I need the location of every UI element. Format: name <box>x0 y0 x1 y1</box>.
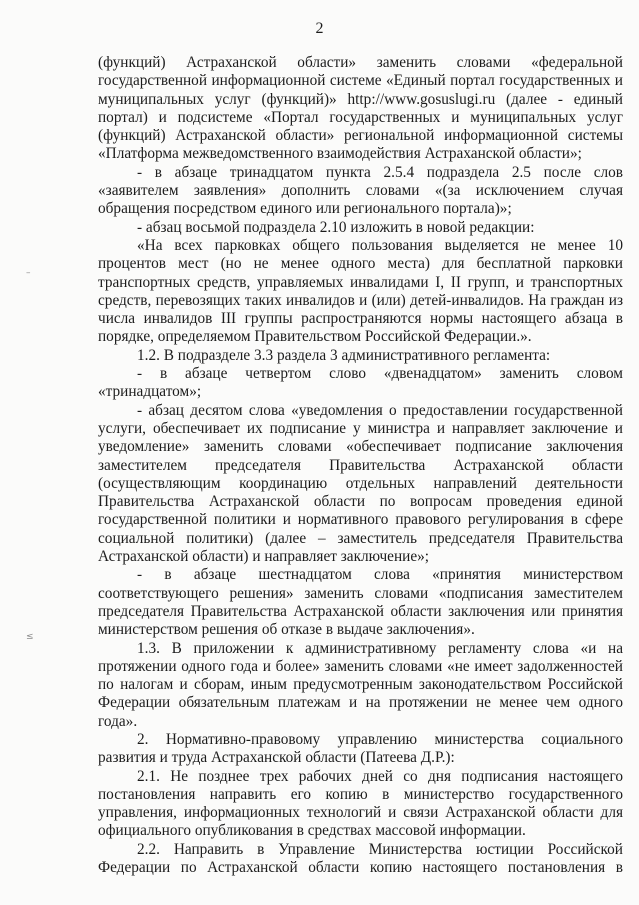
margin-mark: – <box>26 268 31 278</box>
margin-mark: ≤ <box>26 632 34 642</box>
document-body <box>98 54 623 877</box>
paragraph: 2.2. Направить в Управление Министерства юстиции Российской Федерации по Астраханской области копию настоящего постановления в <box>98 840 623 877</box>
paragraph: - в абзаце тринадцатом пункта 2.5.4 подраздела 2.5 после слов «заявителем заявления» дополнить словами «(за исключением случая обращения посредством единого или регионального портала)»; <box>98 163 623 218</box>
paragraph: - абзац восьмой подраздела 2.10 изложить в новой редакции: <box>137 218 535 236</box>
paragraph: (функций) Астраханской области» заменить словами «федеральной государственной информационной системе «Единый портал государственных и муниципальных услуг (функций)» http://www.gosuslugi.ru (далее - единый портал) и подсистеме «Портал государственных и муниципальных услуг (функций) Астраханской области» региональной информационной системы «Платформа межведомственного взаимодействия Астраханской области»; <box>98 54 623 163</box>
paragraph: 1.2. В подразделе 3.3 раздела 3 административного регламента: <box>137 346 551 364</box>
page-number: 2 <box>315 20 324 37</box>
paragraph: - в абзаце четвертом слово «двенадцатом» заменить словом «тринадцатом»; <box>98 365 623 401</box>
paragraph: 1.3. В приложении к административному регламенту слова «и на протяжении одного года и более» заменить словами «не имеет задолженностей по налогам и сборам, иным предусмотренным законодательством Российской Федерации обязательным платежам и на протяжении не менее чем одного года». <box>98 639 623 730</box>
paragraph: «На всех парковках общего пользования выделяется не менее 10 процентов мест (но не менее одного места) для бесплатной парковки транспортных средств, управляемых инвалидами I, II групп, и транспортных средств, перевозящих таких инвалидов и (или) детей-инвалидов. На граждан из числа инвалидов III группы распространяются нормы настоящего абзаца в порядке, определяемом Правительством Российской Федерации.». <box>98 236 623 346</box>
paragraph: 2.1. Не позднее трех рабочих дней со дня подписания настоящего постановления направить его копию в министерство государственного управления, информационных технологий и связи Астраханской области для официального опубликования в средствах массовой информации. <box>98 767 623 840</box>
paragraph: - в абзаце шестнадцатом слова «принятия министерством соответствующего решения» заменить словами «подписания заместителем председателя Правительства Астраханской области заключения или принятия министерством решения об отказе в выдаче заключения». <box>98 566 623 639</box>
paragraph: 2. Нормативно-правовому управлению министерства социального развития и труда Астраханской области (Патеева Д.Р.): <box>98 730 623 767</box>
paragraph: - абзац десятом слова «уведомления о предоставлении государственной услуги, обеспечивает их подписание у министра и направляет заключение и уведомление» заменить словами «обеспечивает подписание заключения заместителем председателя Правительства Астраханской области (осуществляющим координацию отдельных направлений деятельности Правительства Астраханской области по вопросам проведения единой государственной политики и нормативного правового регулирования в сфере социальной политики) (далее – заместитель председателя Правительства Астраханской области) и направляет заключение»; <box>98 401 623 566</box>
